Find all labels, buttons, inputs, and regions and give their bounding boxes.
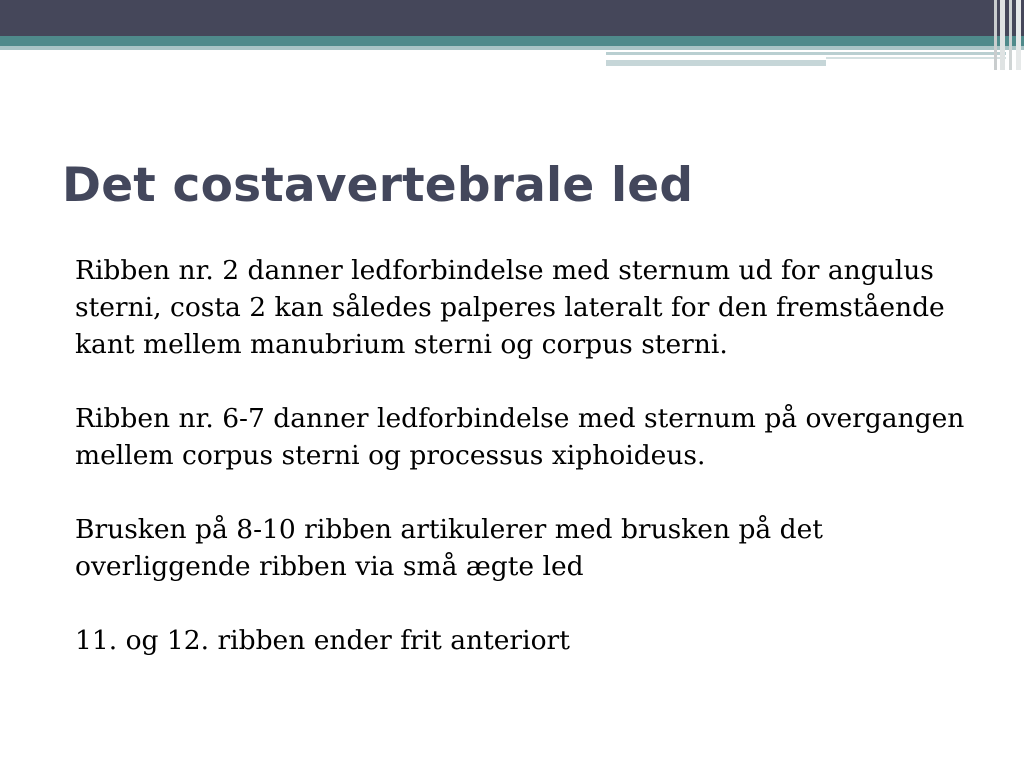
slide-title: Det costavertebrale led [62,158,694,213]
edge-stripe [1009,0,1012,70]
header-band-light [0,46,1024,50]
accent-line [606,60,826,66]
body-paragraph: Ribben nr. 6-7 danner ledforbindelse med sternum på overgangen mellem corpus sterni og processus xiphoideus. [75,403,965,471]
body-paragraph: 11. og 12. ribben ender frit anteriort [75,625,570,656]
header-band-dark [0,0,1024,36]
header-band-teal [0,36,1024,46]
accent-line [606,52,1006,55]
edge-stripe [994,0,997,70]
slide-body [75,252,985,659]
accent-line [826,57,1006,59]
edge-stripe [1016,0,1021,70]
body-paragraph: Ribben nr. 2 danner ledforbindelse med sternum ud for angulus sterni, costa 2 kan således palperes lateralt for den fremstående kant mellem manubrium sterni og corpus sterni. [75,255,945,360]
edge-stripe [1000,0,1005,70]
body-paragraph: Brusken på 8-10 ribben artikulerer med brusken på det overliggende ribben via små ægte led [75,514,823,582]
